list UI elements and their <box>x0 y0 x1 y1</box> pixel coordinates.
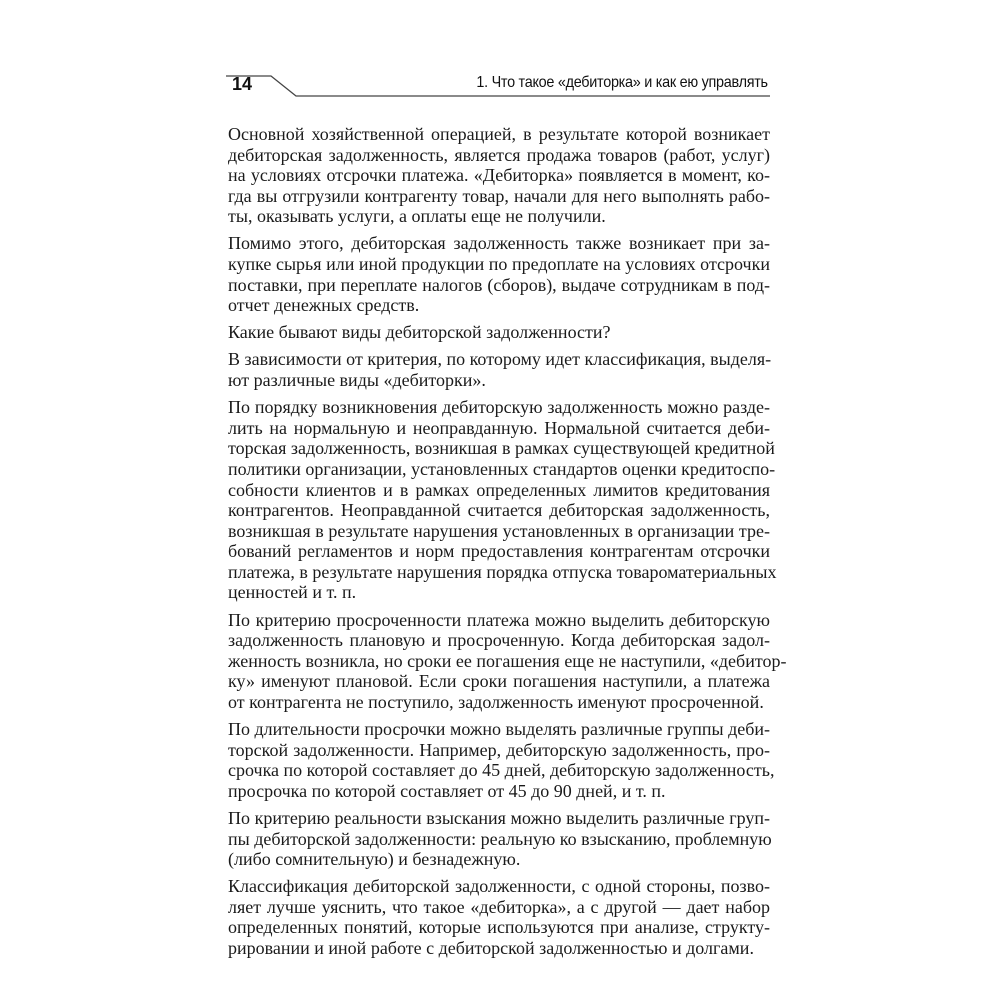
text-line: возникшая в результате нарушения установленных в организации тре- <box>228 520 770 541</box>
paragraph <box>228 349 770 390</box>
text-line: (либо сомнительную) и безнадежную. <box>228 849 521 870</box>
header-rule <box>0 0 1000 120</box>
page-number: 14 <box>232 74 253 94</box>
text-line: платежа, в результате нарушения порядка отпуска товароматериальных <box>228 561 777 582</box>
text-line: ку» именуют плановой. Если сроки погашения наступили, а платежа <box>228 671 770 692</box>
text-line: ют различные виды «дебиторки». <box>228 370 486 391</box>
chapter-title: 1. Что такое «дебиторка» и как ею управлять <box>476 74 768 91</box>
text-line: на условиях отсрочки платежа. «Дебиторка» появляется в момент, ко- <box>228 165 770 186</box>
text-line: Помимо этого, дебиторская задолженность также возникает при за- <box>228 233 770 254</box>
text-line: срочка по которой составляет до 45 дней, дебиторскую задолженность, <box>228 760 775 781</box>
text-line: По критерию реальности взыскания можно выделить различные груп- <box>228 807 770 828</box>
text-line: Классификация дебиторской задолженности, с одной стороны, позво- <box>228 876 770 897</box>
text-line: просрочка по которой составляет от 45 до 90 дней, и т. п. <box>228 780 666 801</box>
page-body-text <box>228 124 787 965</box>
paragraph <box>228 876 770 958</box>
paragraph <box>228 609 787 713</box>
text-line: торской задолженности. Например, дебиторскую задолженность, про- <box>228 739 770 760</box>
text-line: поставки, при переплате налогов (сборов), выдаче сотрудникам в под- <box>228 274 770 295</box>
text-line: задолженность плановую и просроченную. Когда дебиторская задол- <box>228 630 770 651</box>
paragraph <box>228 719 775 801</box>
paragraph <box>228 233 770 315</box>
text-line: По порядку возникновения дебиторскую задолженность можно разде- <box>228 397 770 418</box>
text-line: рировании и иной работе с дебиторской задолженностью и долгами. <box>228 937 754 958</box>
text-line: определенных понятий, которые используются при анализе, структу- <box>228 917 770 938</box>
text-line: ценностей и т. п. <box>228 582 357 603</box>
text-line: В зависимости от критерия, по которому идет классификация, выделя- <box>228 349 772 370</box>
text-line: По длительности просрочки можно выделять различные группы деби- <box>228 719 770 740</box>
text-line: ты, оказывать услуги, а оплаты еще не получили. <box>228 206 606 227</box>
text-line: от контрагента не поступило, задолженность именуют просроченной. <box>228 691 764 712</box>
text-line: дебиторская задолженность, является продажа товаров (работ, услуг) <box>228 144 770 165</box>
paragraph <box>228 124 770 227</box>
text-line: собности клиентов и в рамках определенных лимитов кредитования <box>228 479 770 500</box>
paragraph <box>228 808 770 870</box>
text-line: женность возникла, но сроки ее погашения еще не наступили, «дебитор- <box>228 650 787 671</box>
text-line: купке сырья или иной продукции по предоплате на условиях отсрочки <box>228 254 770 275</box>
text-line: пы дебиторской задолженности: реальную ко взысканию, проблемную <box>228 828 772 849</box>
text-line: бований регламентов и норм предоставления контрагентам отсрочки <box>228 541 770 562</box>
text-line: Какие бывают виды дебиторской задолженности? <box>228 322 611 343</box>
text-line: гда вы отгрузили контрагенту товар, начали для него выполнять рабо- <box>228 185 770 206</box>
text-line: отчет денежных средств. <box>228 295 420 316</box>
text-line: контрагентов. Неоправданной считается дебиторская задолженность, <box>228 500 770 521</box>
text-line: торская задолженность, возникшая в рамках существующей кредитной <box>228 438 775 459</box>
paragraph <box>228 322 770 343</box>
paragraph <box>228 397 777 603</box>
text-line: По критерию просроченности платежа можно выделить дебиторскую <box>228 609 770 630</box>
text-line: ляет лучше уяснить, что такое «дебиторка», а с другой — дает набор <box>228 896 770 917</box>
text-line: политики организации, установленных стандартов оценки кредитоспо- <box>228 458 776 479</box>
text-line: лить на нормальную и неоправданную. Нормальной считается деби- <box>228 417 770 438</box>
text-line: Основной хозяйственной операцией, в результате которой возникает <box>228 124 770 144</box>
